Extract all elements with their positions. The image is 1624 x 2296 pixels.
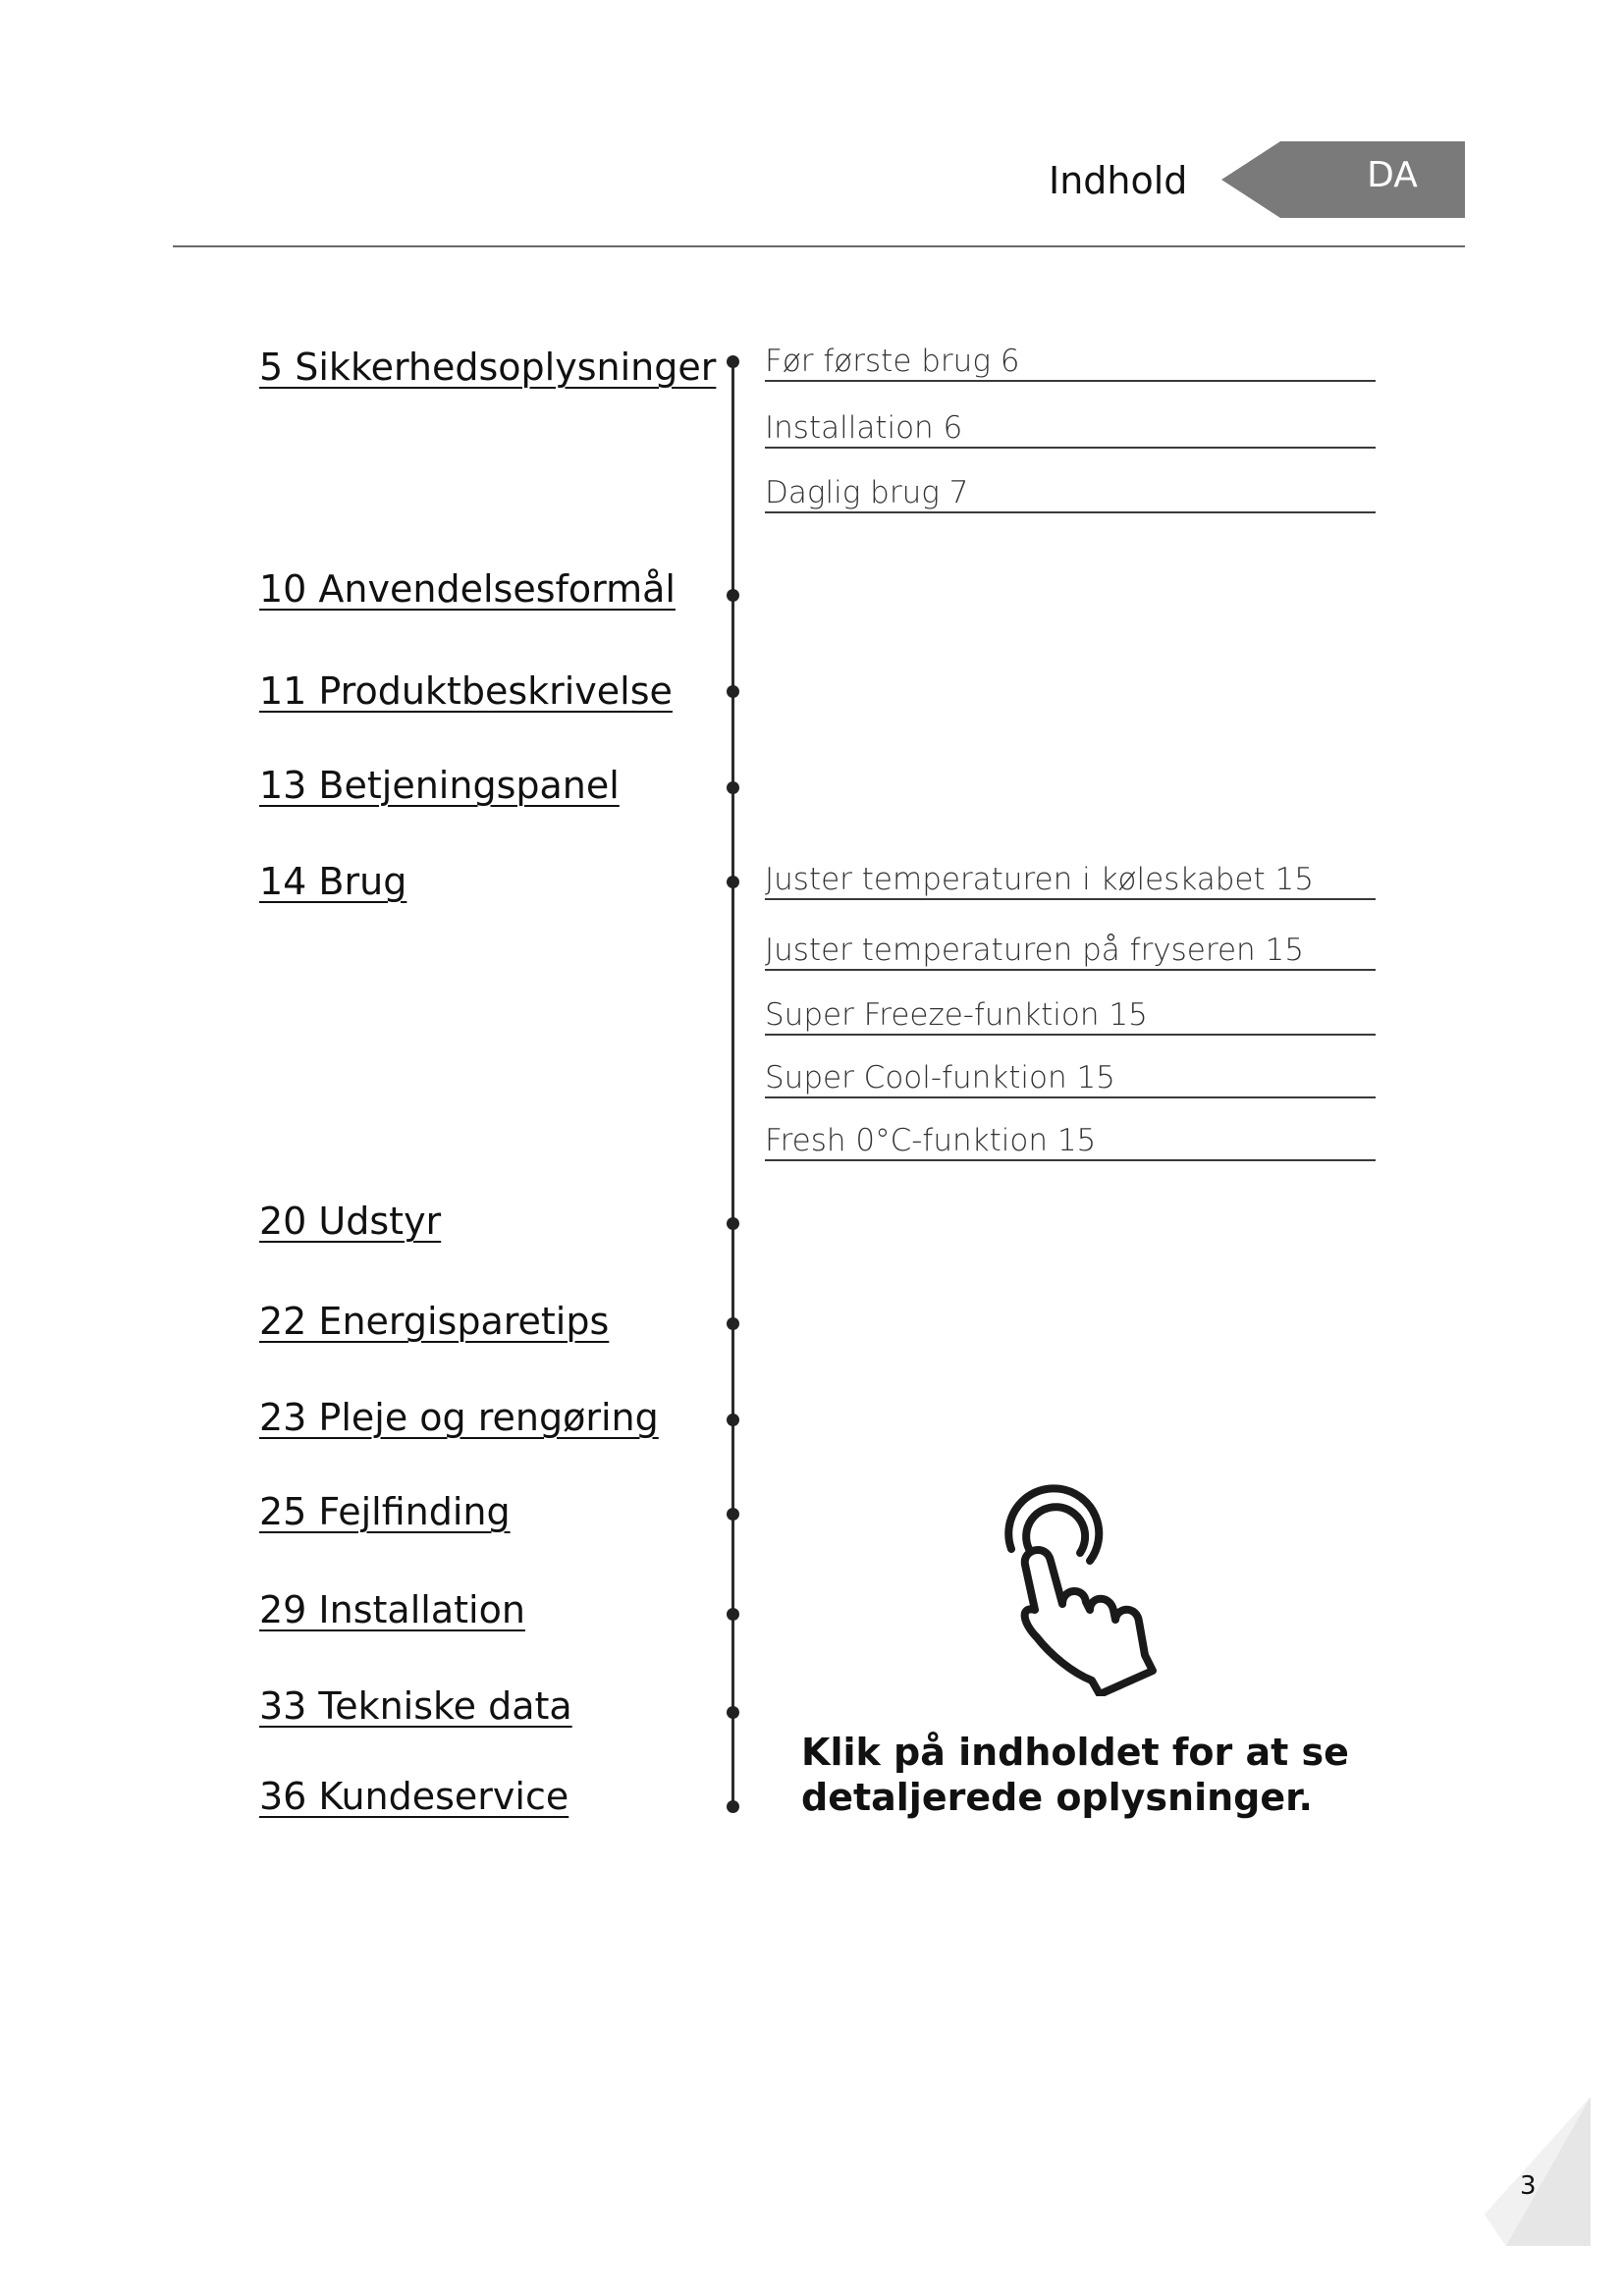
toc-sub-first-use[interactable]: Før første brug 6 xyxy=(765,344,1376,382)
toc-sub-daily-use[interactable]: Daglig brug 7 xyxy=(765,475,1376,513)
timeline-dot xyxy=(727,1414,739,1426)
toc-section-installation[interactable]: 29 Installation xyxy=(259,1588,525,1631)
timeline-dot xyxy=(727,355,739,368)
click-hint-line1: Klik på indholdet for at se xyxy=(801,1731,1349,1774)
toc-sub-super-freeze[interactable]: Super Freeze-funktion 15 xyxy=(765,997,1376,1036)
timeline-dot xyxy=(727,781,739,794)
timeline-dot xyxy=(727,1317,739,1330)
timeline-dot xyxy=(727,1217,739,1230)
toc-sub-fresh-zero[interactable]: Fresh 0°C-funktion 15 xyxy=(765,1123,1376,1161)
toc-sub-freezer-temp[interactable]: Juster temperaturen på fryseren 15 xyxy=(765,933,1376,971)
timeline-dot xyxy=(727,1608,739,1621)
timeline-dot xyxy=(727,589,739,602)
toc-section-equipment[interactable]: 20 Udstyr xyxy=(259,1200,442,1243)
toc-section-intended-use[interactable]: 10 Anvendelsesformål xyxy=(259,567,676,611)
timeline-line xyxy=(731,357,734,1808)
language-badge xyxy=(1221,141,1465,218)
toc-section-customer-service[interactable]: 36 Kundeservice xyxy=(259,1775,569,1818)
toc-section-control-panel[interactable]: 13 Betjeningspanel xyxy=(259,764,620,807)
timeline-dot xyxy=(727,876,739,888)
toc-section-energy-tips[interactable]: 22 Energisparetips xyxy=(259,1300,610,1343)
page-number: 3 xyxy=(1520,2171,1537,2201)
toc-sub-super-cool[interactable]: Super Cool-funktion 15 xyxy=(765,1060,1376,1098)
timeline-dot xyxy=(727,1800,739,1813)
toc-section-safety[interactable]: 5 Sikkerhedsoplysninger xyxy=(259,346,717,389)
toc-section-product-description[interactable]: 11 Produktbeskrivelse xyxy=(259,669,673,713)
language-code: DA xyxy=(1367,155,1418,195)
page-title: Indhold xyxy=(1049,159,1188,202)
timeline-dot xyxy=(727,1706,739,1719)
click-hint xyxy=(801,1730,1351,1820)
tap-hand-icon xyxy=(978,1480,1174,1700)
toc-section-troubleshooting[interactable]: 25 Fejlfinding xyxy=(259,1490,511,1533)
click-hint-line2: detaljerede oplysninger. xyxy=(801,1776,1313,1819)
timeline-dot xyxy=(727,1508,739,1521)
timeline-dot xyxy=(727,685,739,698)
header-divider xyxy=(173,245,1465,247)
toc-section-technical-data[interactable]: 33 Tekniske data xyxy=(259,1684,572,1728)
toc-section-use[interactable]: 14 Brug xyxy=(259,860,407,903)
toc-sub-fridge-temp[interactable]: Juster temperaturen i køleskabet 15 xyxy=(765,862,1376,900)
toc-sub-installation[interactable]: Installation 6 xyxy=(765,410,1376,449)
toc-section-care-cleaning[interactable]: 23 Pleje og rengøring xyxy=(259,1396,659,1439)
page-corner-fold xyxy=(1485,2097,1591,2250)
